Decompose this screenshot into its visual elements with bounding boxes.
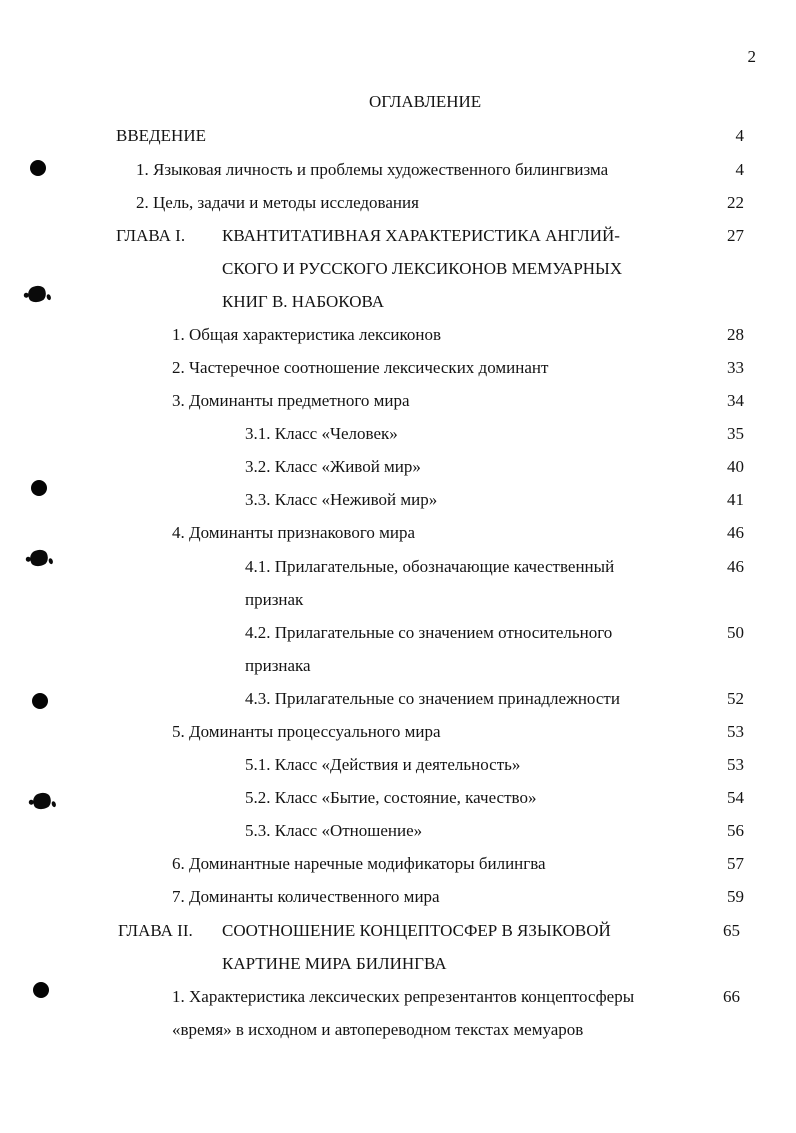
- toc-subsection-label: 4.3. Прилагательные со значением принадлежности: [245, 689, 620, 708]
- toc-subsection-label: 5.2. Класс «Бытие, состояние, качество»: [245, 788, 537, 807]
- toc-subsection-page: 35: [727, 424, 744, 443]
- toc-section-label: 4. Доминанты признакового мира: [172, 523, 416, 542]
- toc-subsection-label-cont: признак: [245, 590, 304, 609]
- toc-subsection-page: 41: [727, 490, 744, 509]
- binder-hole-3: [32, 693, 48, 709]
- binder-hole-2: [31, 480, 47, 496]
- chapter-2-title-line: КАРТИНЕ МИРА БИЛИНГВА: [222, 954, 447, 973]
- ink-blot-2: [28, 547, 50, 568]
- chapter-1-label: ГЛАВА I.: [116, 226, 186, 245]
- toc-subsection-label: 3.1. Класс «Человек»: [245, 424, 398, 443]
- toc-subsection-page: 53: [727, 755, 744, 774]
- toc-section-label: 1. Характеристика лексических репрезентантов концептосферы: [172, 987, 635, 1006]
- toc-subsection-page: 46: [727, 557, 744, 576]
- toc-subsection-label: 3.2. Класс «Живой мир»: [245, 457, 421, 476]
- toc-entry-label: 2. Цель, задачи и методы исследования: [136, 193, 419, 212]
- toc-section-page: 34: [727, 391, 744, 410]
- toc-subsection-label: 4.1. Прилагательные, обозначающие качественный: [245, 557, 615, 576]
- toc-subsection-page: 50: [727, 623, 744, 642]
- ink-blot-1: [26, 283, 48, 304]
- binder-hole-4: [33, 982, 49, 998]
- toc-section-page: 57: [727, 854, 744, 873]
- page-title: ОГЛАВЛЕНИЕ: [369, 92, 482, 111]
- toc-section-label: 2. Частеречное соотношение лексических доминант: [172, 358, 549, 377]
- toc-subsection-label-cont: признака: [245, 656, 311, 675]
- toc-subsection-label: 3.3. Класс «Неживой мир»: [245, 490, 438, 509]
- toc-intro-page: 4: [735, 126, 744, 145]
- toc-section-page: 33: [727, 358, 744, 377]
- toc-intro-label: ВВЕДЕНИЕ: [116, 126, 206, 145]
- chapter-2-title-line: СООТНОШЕНИЕ КОНЦЕПТОСФЕР В ЯЗЫКОВОЙ: [222, 921, 611, 940]
- toc-subsection-page: 40: [727, 457, 744, 476]
- chapter-2-label: ГЛАВА II.: [118, 921, 193, 940]
- toc-section-label: 5. Доминанты процессуального мира: [172, 722, 441, 741]
- toc-subsection-page: 54: [727, 788, 744, 807]
- binder-hole-1: [30, 160, 46, 176]
- toc-entry-label: 1. Языковая личность и проблемы художественного билингвизма: [136, 160, 609, 179]
- toc-section-page: 66: [723, 987, 740, 1006]
- toc-subsection-label: 5.1. Класс «Действия и деятельность»: [245, 755, 521, 774]
- toc-entry-page: 22: [727, 193, 744, 212]
- toc-subsection-label: 5.3. Класс «Отношение»: [245, 821, 423, 840]
- toc-entry-page: 4: [735, 160, 744, 179]
- chapter-1-title-line: СКОГО И РУССКОГО ЛЕКСИКОНОВ МЕМУАРНЫХ: [222, 259, 623, 278]
- toc-section-page: 46: [727, 523, 744, 542]
- toc-section-label: 6. Доминантные наречные модификаторы билингва: [172, 854, 546, 873]
- toc-section-label-cont: «время» в исходном и автопереводном текстах мемуаров: [172, 1020, 584, 1039]
- toc-section-label: 7. Доминанты количественного мира: [172, 887, 440, 906]
- ink-blot-3: [31, 790, 53, 811]
- chapter-1-page: 27: [727, 226, 744, 245]
- chapter-2-page: 65: [723, 921, 740, 940]
- toc-section-page: 59: [727, 887, 744, 906]
- toc-subsection-label: 4.2. Прилагательные со значением относительного: [245, 623, 613, 642]
- chapter-1-title-line: КВАНТИТАТИВНАЯ ХАРАКТЕРИСТИКА АНГЛИЙ-: [222, 226, 620, 245]
- page-number: 2: [747, 47, 756, 66]
- toc-section-page: 28: [727, 325, 744, 344]
- toc-subsection-page: 52: [727, 689, 744, 708]
- toc-subsection-page: 56: [727, 821, 744, 840]
- toc-section-page: 53: [727, 722, 744, 741]
- toc-section-label: 1. Общая характеристика лексиконов: [172, 325, 442, 344]
- chapter-1-title-line: КНИГ В. НАБОКОВА: [222, 292, 385, 311]
- toc-section-label: 3. Доминанты предметного мира: [172, 391, 410, 410]
